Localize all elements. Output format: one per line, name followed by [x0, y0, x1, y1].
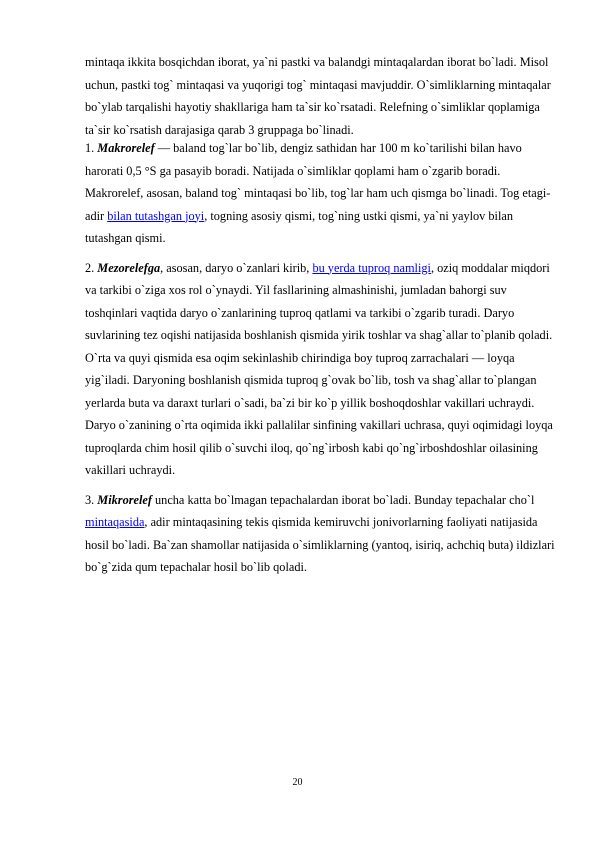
section-number: 1.: [85, 141, 98, 155]
section-mezorelef: [85, 257, 555, 482]
section-link[interactable]: bu yerda tuproq namligi: [312, 260, 431, 275]
document-body: [85, 51, 555, 579]
section-link[interactable]: mintaqasida: [85, 515, 145, 529]
section-link[interactable]: bilan tutashgan joyi: [107, 208, 205, 223]
section-text: uncha katta bo`lmagan tepachalardan iborat bo`ladi. Bunday tepachalar cho`l: [151, 492, 535, 507]
section-text: , asosan, daryo o`zanlari kirib,: [160, 260, 313, 275]
section-text-continued: , oziq moddalar miqdori va tarkibi o`ziga xos rol o`ynaydi. Yil fasllarining almashinishi, jumladan bahorgi suv toshqinlari vaqtida daryo o`zanlarining tuproq qatlami va tarkibi o`zgarib turadi. Daryo suvlarining tez oqishi natijasida boshlanish qismida yirik toshlar va shag`allar to`planib qoladi. O`rta va quyi qismida esa oqim sekinlashib chirindiga boy tuproq zarrachalari — loyqa yig`iladi. Daryoning boshlanish qismida tuproq g`ovak bo`lib, tosh va shag`allar to`plangan yerlarda buta va daraxt turlari o`sadi, ba`zi bir ko`p yillik boshoqdoshlar vakillari uchraydi. Daryo o`zanining o`rta oqimida ikki pallalilar sinfining vakillari uchrasa, quyi oqimidagi loyqa tuproqlarda chim hosil qilib o`suvchi iloq, qo`ng`irbosh kabi qo`ng`irboshdoshlar oilasining vakillari uchraydi.: [85, 260, 553, 477]
section-text-continued: , togning asosiy qismi, tog`ning ustki qismi, ya`ni yaylov bilan tutashgan qismi.: [85, 208, 513, 245]
section-term: Mezorelefga: [97, 260, 161, 275]
intro-paragraph: mintaqa ikkita bosqichdan iborat, ya`ni pastki va balandgi mintaqalardan iborat bo`ladi. Misol uchun, pastki tog` mintaqasi va yuqorigi tog` mintaqasi mavjuddir. O`simliklarning mintaqalar bo`ylab tarqalishi hayotiy shakllariga ham ta`sir ko`rsatadi. Relefning o`simliklar qoplamiga ta`sir ko`rsatish darajasiga qarab 3 gruppaga bo`linadi.: [85, 55, 551, 137]
section-makrorelef: [85, 137, 555, 250]
section-term: Makrorelef: [97, 141, 155, 155]
section-text-continued: , adir mintaqasining tekis qismida kemiruvchi jonivorlarning faoliyati natijasida hosil bo`ladi. Ba`zan shamollar natijasida o`simliklarning (yantoq, isiriq, achchiq buta) ildizlari bo`g`zida qum tepachalar hosil bo`lib qoladi.: [85, 515, 555, 574]
section-number: 2.: [85, 260, 98, 275]
section-number: 3.: [85, 492, 98, 507]
page-number: 20: [292, 777, 303, 788]
section-text: — baland tog`lar bo`lib, dengiz sathidan har 100 m ko`tarilishi bilan havo harorati 0,5 °S ga pasayib boradi. Natijada o`simliklar qoplami ham o`zgarib boradi. Makrorelef, asosan, baland tog` mintaqasi bo`lib, tog`lar ham uch qismga bo`linadi. Tog etagi-adir: [85, 141, 551, 223]
section-term: Mikrorelef: [97, 492, 152, 507]
section-mikrorelef: [85, 489, 555, 579]
